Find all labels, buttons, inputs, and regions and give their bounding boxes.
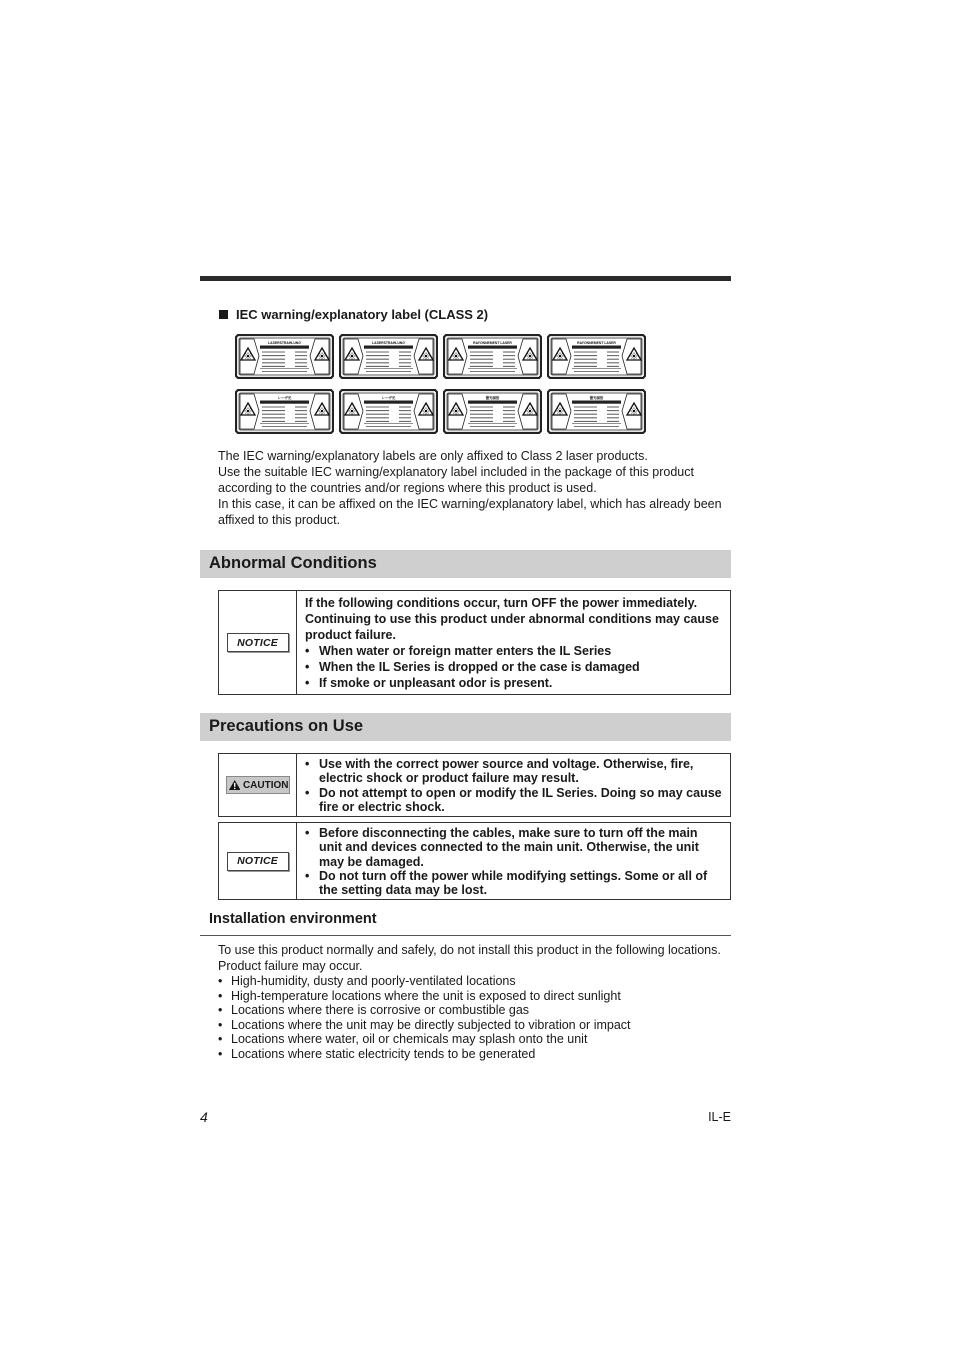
caution-box [218,753,731,817]
section-title: Abnormal Conditions [209,554,377,572]
laser-warning-label [443,334,542,379]
list-item: • Do not attempt to open or modify the IL Series. Doing so may cause fire or electric shock. [305,786,722,815]
section-precautions [200,713,731,741]
caution-list [305,757,722,814]
laser-warning-label [547,334,646,379]
svg-text:レーザ光: レーザ光 [381,396,396,400]
caution-tag: CAUTION [226,776,290,794]
warning-label-grid [235,334,651,444]
list-item: • Before disconnecting the cables, make sure to turn off the main unit and devices connected to the main unit. Otherwise, the unit may be damaged. [305,826,722,869]
intro-paragraph: The IEC warning/explanatory labels are only affixed to Class 2 laser products. Use the suitable IEC warning/explanatory label included in the package of this product according to the countries and/or regions where this product is used. In this case, it can be affixed on the IEC warning/explanatory label, which has already been affixed to this product. [218,449,722,527]
top-rule [200,276,731,281]
label-section-heading: IEC warning/explanatory label (CLASS 2) [219,307,488,322]
laser-warning-label [443,389,542,434]
square-bullet-icon [219,310,228,319]
list-item: • Locations where static electricity tends to be generated [218,1047,734,1062]
notice-list [305,826,722,897]
notice-tag: NOTICE [227,852,289,871]
notice-list [305,643,722,691]
laser-warning-label [235,334,334,379]
notice-lead: If the following conditions occur, turn OFF the power immediately. Continuing to use this product under abnormal conditions may cause product failure. [305,596,719,642]
list-item: • Locations where the unit may be directly subjected to vibration or impact [218,1018,734,1033]
svg-text:LASERSTRAHLUNG: LASERSTRAHLUNG [268,341,301,345]
laser-warning-label [339,334,438,379]
list-item: • When the IL Series is dropped or the case is damaged [305,659,722,675]
list-item: • Do not turn off the power while modifying settings. Some or all of the setting data may be lost. [305,869,722,898]
abnormal-notice-box [218,590,731,695]
list-item: • High-humidity, dusty and poorly-ventilated locations [218,974,734,989]
list-item: • High-temperature locations where the unit is exposed to direct sunlight [218,989,734,1004]
laser-warning-label [547,389,646,434]
svg-text:LASERSTRAHLUNG: LASERSTRAHLUNG [372,341,405,345]
section-abnormal-conditions [200,550,731,578]
svg-text:激光辐射: 激光辐射 [485,396,500,400]
svg-text:RAYONNEMENT LASER: RAYONNEMENT LASER [473,341,512,345]
page-number: 4 [200,1109,208,1125]
svg-text:激光辐射: 激光辐射 [589,396,604,400]
precaution-notice-box [218,822,731,900]
divider [200,935,731,936]
installation-intro: To use this product normally and safely, do not install this product in the following locations. Product failure may occur. [218,943,721,973]
warning-triangle-icon [229,778,240,792]
notice-tag: NOTICE [227,633,289,652]
svg-text:RAYONNEMENT LASER: RAYONNEMENT LASER [577,341,616,345]
laser-warning-label [339,389,438,434]
installation-list [218,974,734,1061]
section-title: Precautions on Use [209,717,364,735]
installation-heading: Installation environment [209,911,377,927]
laser-warning-label [235,389,334,434]
list-item: • Locations where there is corrosive or combustible gas [218,1003,734,1018]
list-item: • Locations where water, oil or chemicals may splash onto the unit [218,1032,734,1047]
list-item: • If smoke or unpleasant odor is present. [305,675,722,691]
list-item: • When water or foreign matter enters the IL Series [305,643,722,659]
svg-text:レーザ光: レーザ光 [277,396,292,400]
list-item: • Use with the correct power source and voltage. Otherwise, fire, electric shock or product failure may result. [305,757,722,786]
document-code: IL-E [708,1110,731,1124]
